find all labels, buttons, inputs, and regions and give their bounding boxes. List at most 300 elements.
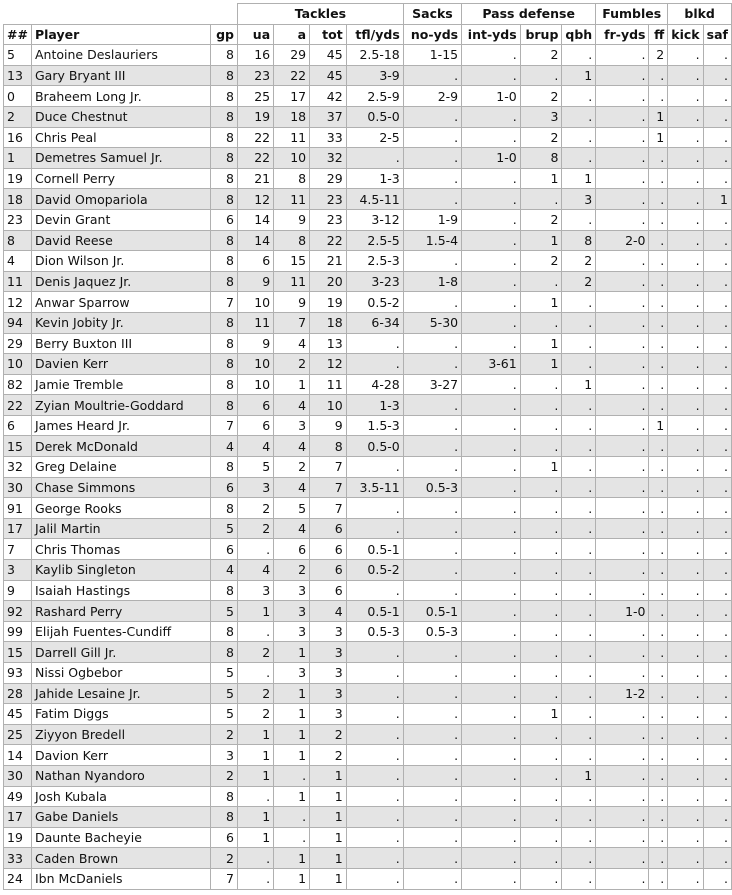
- cell-tot: 7: [310, 477, 347, 498]
- cell-int-yds: .: [462, 477, 521, 498]
- cell-no-yds: .: [403, 148, 461, 169]
- cell-qbh: .: [562, 333, 596, 354]
- cell-no-yds: .: [403, 333, 461, 354]
- cell-ff: .: [649, 704, 668, 725]
- cell-tfl-yds: .: [346, 457, 403, 478]
- cell-gp: 3: [211, 745, 238, 766]
- cell-ua: 4: [238, 436, 274, 457]
- cell-kick: .: [668, 601, 703, 622]
- cell-no-yds: .: [403, 292, 461, 313]
- cell-int-yds: .: [462, 868, 521, 889]
- cell-saf: .: [703, 580, 731, 601]
- cell-brup: .: [520, 683, 562, 704]
- cell-num: 13: [4, 65, 32, 86]
- cell-ff: 1: [649, 415, 668, 436]
- cell-ff: .: [649, 786, 668, 807]
- cell-ua: .: [238, 539, 274, 560]
- cell-saf: .: [703, 807, 731, 828]
- cell-brup: .: [520, 848, 562, 869]
- cell-num: 91: [4, 498, 32, 519]
- cell-kick: .: [668, 45, 703, 66]
- cell-no-yds: 1-15: [403, 45, 461, 66]
- cell-kick: .: [668, 642, 703, 663]
- cell-tot: 42: [310, 86, 347, 107]
- cell-tfl-yds: 2.5-9: [346, 86, 403, 107]
- cell-num: 5: [4, 45, 32, 66]
- cell-player: Jahide Lesaine Jr.: [31, 683, 210, 704]
- cell-kick: .: [668, 333, 703, 354]
- cell-a: 2: [274, 560, 310, 581]
- cell-kick: .: [668, 312, 703, 333]
- cell-no-yds: .: [403, 683, 461, 704]
- cell-a: 8: [274, 168, 310, 189]
- cell-tot: 13: [310, 333, 347, 354]
- cell-gp: 2: [211, 765, 238, 786]
- cell-num: 4: [4, 251, 32, 272]
- cell-num: 28: [4, 683, 32, 704]
- cell-tfl-yds: 6-34: [346, 312, 403, 333]
- table-row: [4, 601, 732, 622]
- cell-a: 29: [274, 45, 310, 66]
- cell-kick: .: [668, 189, 703, 210]
- table-row: [4, 333, 732, 354]
- cell-qbh: .: [562, 642, 596, 663]
- cell-tot: 6: [310, 518, 347, 539]
- cell-tot: 3: [310, 683, 347, 704]
- cell-ua: 2: [238, 642, 274, 663]
- cell-gp: 8: [211, 65, 238, 86]
- cell-saf: .: [703, 395, 731, 416]
- cell-fr-yds: .: [596, 415, 649, 436]
- cell-fr-yds: .: [596, 786, 649, 807]
- cell-tot: 6: [310, 560, 347, 581]
- cell-a: 1: [274, 374, 310, 395]
- cell-ff: .: [649, 683, 668, 704]
- cell-fr-yds: .: [596, 663, 649, 684]
- cell-player: George Rooks: [31, 498, 210, 519]
- cell-saf: .: [703, 436, 731, 457]
- cell-int-yds: .: [462, 704, 521, 725]
- cell-ff: .: [649, 374, 668, 395]
- cell-saf: .: [703, 148, 731, 169]
- cell-saf: .: [703, 86, 731, 107]
- cell-tfl-yds: 0.5-1: [346, 601, 403, 622]
- cell-tot: 29: [310, 168, 347, 189]
- cell-int-yds: .: [462, 807, 521, 828]
- cell-saf: .: [703, 168, 731, 189]
- cell-saf: .: [703, 354, 731, 375]
- cell-gp: 2: [211, 848, 238, 869]
- cell-saf: .: [703, 642, 731, 663]
- cell-brup: .: [520, 189, 562, 210]
- cell-ua: 14: [238, 209, 274, 230]
- cell-ff: .: [649, 848, 668, 869]
- cell-num: 19: [4, 827, 32, 848]
- cell-ff: .: [649, 251, 668, 272]
- cell-qbh: .: [562, 127, 596, 148]
- cell-qbh: .: [562, 354, 596, 375]
- cell-int-yds: .: [462, 827, 521, 848]
- cell-fr-yds: .: [596, 724, 649, 745]
- cell-ua: 10: [238, 354, 274, 375]
- cell-ua: 2: [238, 498, 274, 519]
- cell-a: 18: [274, 106, 310, 127]
- cell-no-yds: .: [403, 395, 461, 416]
- cell-gp: 8: [211, 807, 238, 828]
- cell-a: 22: [274, 65, 310, 86]
- cell-gp: 8: [211, 642, 238, 663]
- cell-kick: .: [668, 292, 703, 313]
- cell-kick: .: [668, 251, 703, 272]
- cell-player: Antoine Deslauriers: [31, 45, 210, 66]
- table-row: [4, 209, 732, 230]
- cell-brup: .: [520, 374, 562, 395]
- cell-tfl-yds: .: [346, 745, 403, 766]
- cell-fr-yds: .: [596, 127, 649, 148]
- cell-a: 5: [274, 498, 310, 519]
- cell-no-yds: .: [403, 745, 461, 766]
- cell-num: 33: [4, 848, 32, 869]
- cell-player: Chris Thomas: [31, 539, 210, 560]
- cell-saf: .: [703, 560, 731, 581]
- group-header-blank: [4, 4, 238, 25]
- cell-brup: 1: [520, 354, 562, 375]
- column-header-col-num: ##: [4, 24, 32, 45]
- cell-saf: .: [703, 292, 731, 313]
- cell-tot: 10: [310, 395, 347, 416]
- cell-gp: 5: [211, 663, 238, 684]
- column-header-col-tfl-yds: tfl/yds: [346, 24, 403, 45]
- cell-a: 2: [274, 354, 310, 375]
- cell-kick: .: [668, 786, 703, 807]
- cell-brup: .: [520, 807, 562, 828]
- cell-num: 17: [4, 518, 32, 539]
- cell-qbh: .: [562, 292, 596, 313]
- cell-gp: 4: [211, 436, 238, 457]
- cell-tfl-yds: .: [346, 807, 403, 828]
- cell-gp: 8: [211, 457, 238, 478]
- cell-ff: .: [649, 333, 668, 354]
- cell-tfl-yds: 2.5-3: [346, 251, 403, 272]
- cell-brup: 2: [520, 251, 562, 272]
- cell-qbh: .: [562, 807, 596, 828]
- cell-ua: 9: [238, 333, 274, 354]
- cell-fr-yds: .: [596, 374, 649, 395]
- cell-tfl-yds: .: [346, 848, 403, 869]
- cell-player: Kaylib Singleton: [31, 560, 210, 581]
- cell-tfl-yds: 4.5-11: [346, 189, 403, 210]
- cell-player: Chris Peal: [31, 127, 210, 148]
- cell-fr-yds: .: [596, 168, 649, 189]
- cell-kick: .: [668, 580, 703, 601]
- cell-kick: .: [668, 86, 703, 107]
- cell-a: 3: [274, 601, 310, 622]
- cell-ff: .: [649, 560, 668, 581]
- cell-fr-yds: .: [596, 189, 649, 210]
- cell-brup: .: [520, 477, 562, 498]
- cell-brup: 3: [520, 106, 562, 127]
- cell-brup: .: [520, 539, 562, 560]
- cell-a: 1: [274, 683, 310, 704]
- cell-int-yds: .: [462, 580, 521, 601]
- cell-a: 4: [274, 395, 310, 416]
- cell-tot: 18: [310, 312, 347, 333]
- cell-brup: .: [520, 786, 562, 807]
- table-row: [4, 354, 732, 375]
- cell-no-yds: .: [403, 827, 461, 848]
- cell-no-yds: .: [403, 106, 461, 127]
- cell-qbh: .: [562, 827, 596, 848]
- cell-player: Isaiah Hastings: [31, 580, 210, 601]
- cell-ff: .: [649, 868, 668, 889]
- cell-a: 9: [274, 292, 310, 313]
- cell-ua: 10: [238, 374, 274, 395]
- cell-no-yds: .: [403, 848, 461, 869]
- cell-brup: 2: [520, 209, 562, 230]
- cell-no-yds: .: [403, 498, 461, 519]
- cell-brup: .: [520, 601, 562, 622]
- table-row: [4, 498, 732, 519]
- cell-int-yds: .: [462, 663, 521, 684]
- cell-brup: .: [520, 621, 562, 642]
- cell-player: Duce Chestnut: [31, 106, 210, 127]
- table-row: [4, 663, 732, 684]
- cell-kick: .: [668, 868, 703, 889]
- cell-tfl-yds: 2.5-5: [346, 230, 403, 251]
- cell-kick: .: [668, 663, 703, 684]
- table-row: [4, 724, 732, 745]
- cell-brup: .: [520, 271, 562, 292]
- cell-tfl-yds: .: [346, 498, 403, 519]
- cell-saf: .: [703, 745, 731, 766]
- cell-tfl-yds: 0.5-2: [346, 560, 403, 581]
- cell-ua: 9: [238, 271, 274, 292]
- cell-gp: 8: [211, 786, 238, 807]
- cell-tfl-yds: .: [346, 642, 403, 663]
- cell-no-yds: .: [403, 642, 461, 663]
- cell-num: 1: [4, 148, 32, 169]
- table-row: [4, 827, 732, 848]
- cell-num: 6: [4, 415, 32, 436]
- cell-fr-yds: .: [596, 209, 649, 230]
- cell-int-yds: .: [462, 333, 521, 354]
- cell-tot: 3: [310, 663, 347, 684]
- cell-ua: 5: [238, 457, 274, 478]
- cell-a: 7: [274, 312, 310, 333]
- cell-player: Kevin Jobity Jr.: [31, 312, 210, 333]
- cell-brup: .: [520, 765, 562, 786]
- cell-kick: .: [668, 539, 703, 560]
- cell-qbh: .: [562, 704, 596, 725]
- cell-a: 1: [274, 724, 310, 745]
- cell-brup: .: [520, 868, 562, 889]
- cell-tot: 1: [310, 786, 347, 807]
- cell-int-yds: .: [462, 127, 521, 148]
- cell-brup: 8: [520, 148, 562, 169]
- cell-int-yds: .: [462, 209, 521, 230]
- table-row: [4, 65, 732, 86]
- cell-qbh: .: [562, 621, 596, 642]
- cell-tot: 3: [310, 621, 347, 642]
- cell-player: Greg Delaine: [31, 457, 210, 478]
- cell-ua: 11: [238, 312, 274, 333]
- cell-ua: 2: [238, 683, 274, 704]
- cell-tot: 32: [310, 148, 347, 169]
- cell-int-yds: .: [462, 415, 521, 436]
- cell-player: Gabe Daniels: [31, 807, 210, 828]
- cell-saf: .: [703, 724, 731, 745]
- cell-tot: 45: [310, 65, 347, 86]
- cell-fr-yds: .: [596, 395, 649, 416]
- cell-tot: 1: [310, 807, 347, 828]
- cell-qbh: 2: [562, 251, 596, 272]
- cell-qbh: .: [562, 209, 596, 230]
- cell-tfl-yds: 0.5-0: [346, 436, 403, 457]
- cell-brup: .: [520, 415, 562, 436]
- cell-brup: .: [520, 436, 562, 457]
- cell-ua: 3: [238, 580, 274, 601]
- cell-player: Nathan Nyandoro: [31, 765, 210, 786]
- cell-player: Rashard Perry: [31, 601, 210, 622]
- cell-ua: 23: [238, 65, 274, 86]
- cell-qbh: .: [562, 601, 596, 622]
- cell-num: 14: [4, 745, 32, 766]
- cell-tot: 8: [310, 436, 347, 457]
- cell-ff: .: [649, 724, 668, 745]
- cell-num: 24: [4, 868, 32, 889]
- cell-fr-yds: .: [596, 827, 649, 848]
- table-row: [4, 477, 732, 498]
- cell-fr-yds: .: [596, 539, 649, 560]
- cell-kick: .: [668, 65, 703, 86]
- cell-no-yds: 1-9: [403, 209, 461, 230]
- table-row: [4, 127, 732, 148]
- cell-ff: .: [649, 498, 668, 519]
- cell-ff: .: [649, 65, 668, 86]
- cell-fr-yds: .: [596, 807, 649, 828]
- column-header-col-int-yds: int-yds: [462, 24, 521, 45]
- cell-brup: .: [520, 518, 562, 539]
- cell-kick: .: [668, 724, 703, 745]
- cell-int-yds: .: [462, 539, 521, 560]
- table-row: [4, 436, 732, 457]
- cell-int-yds: .: [462, 45, 521, 66]
- table-row: [4, 374, 732, 395]
- cell-ua: .: [238, 868, 274, 889]
- cell-saf: .: [703, 230, 731, 251]
- cell-qbh: .: [562, 45, 596, 66]
- cell-qbh: .: [562, 683, 596, 704]
- cell-tot: 20: [310, 271, 347, 292]
- cell-kick: .: [668, 436, 703, 457]
- cell-player: David Omopariola: [31, 189, 210, 210]
- cell-a: 4: [274, 333, 310, 354]
- cell-tot: 2: [310, 745, 347, 766]
- cell-ua: .: [238, 786, 274, 807]
- cell-brup: .: [520, 560, 562, 581]
- cell-saf: .: [703, 539, 731, 560]
- column-header-col-saf: saf: [703, 24, 731, 45]
- cell-ff: .: [649, 148, 668, 169]
- cell-brup: .: [520, 724, 562, 745]
- cell-no-yds: .: [403, 354, 461, 375]
- cell-gp: 5: [211, 704, 238, 725]
- cell-ua: 3: [238, 477, 274, 498]
- cell-tfl-yds: 2-5: [346, 127, 403, 148]
- cell-tfl-yds: .: [346, 704, 403, 725]
- cell-ff: .: [649, 292, 668, 313]
- cell-int-yds: .: [462, 642, 521, 663]
- cell-ff: .: [649, 765, 668, 786]
- cell-ff: 1: [649, 127, 668, 148]
- cell-ff: .: [649, 271, 668, 292]
- cell-ua: 4: [238, 560, 274, 581]
- cell-no-yds: .: [403, 65, 461, 86]
- cell-brup: 1: [520, 230, 562, 251]
- cell-kick: .: [668, 415, 703, 436]
- cell-tot: 4: [310, 601, 347, 622]
- cell-a: 3: [274, 663, 310, 684]
- cell-fr-yds: .: [596, 868, 649, 889]
- cell-num: 32: [4, 457, 32, 478]
- cell-kick: .: [668, 477, 703, 498]
- cell-ff: .: [649, 807, 668, 828]
- cell-num: 22: [4, 395, 32, 416]
- cell-fr-yds: .: [596, 333, 649, 354]
- cell-player: Devin Grant: [31, 209, 210, 230]
- cell-brup: 1: [520, 704, 562, 725]
- cell-player: Jamie Tremble: [31, 374, 210, 395]
- cell-ff: .: [649, 457, 668, 478]
- cell-kick: .: [668, 765, 703, 786]
- cell-player: Demetres Samuel Jr.: [31, 148, 210, 169]
- cell-a: 9: [274, 209, 310, 230]
- group-header-pass-defense: Pass defense: [462, 4, 596, 25]
- cell-no-yds: .: [403, 663, 461, 684]
- cell-saf: .: [703, 827, 731, 848]
- cell-int-yds: .: [462, 168, 521, 189]
- cell-ff: 2: [649, 45, 668, 66]
- cell-tot: 19: [310, 292, 347, 313]
- table-row: [4, 868, 732, 889]
- cell-brup: .: [520, 827, 562, 848]
- cell-no-yds: 0.5-3: [403, 621, 461, 642]
- cell-tot: 45: [310, 45, 347, 66]
- cell-qbh: .: [562, 580, 596, 601]
- cell-fr-yds: 1-0: [596, 601, 649, 622]
- cell-no-yds: .: [403, 539, 461, 560]
- column-header-row: [4, 24, 732, 45]
- cell-a: 11: [274, 271, 310, 292]
- cell-a: 2: [274, 457, 310, 478]
- cell-no-yds: 1.5-4: [403, 230, 461, 251]
- cell-saf: .: [703, 209, 731, 230]
- cell-qbh: .: [562, 395, 596, 416]
- cell-a: .: [274, 807, 310, 828]
- cell-int-yds: .: [462, 498, 521, 519]
- cell-ua: 1: [238, 807, 274, 828]
- cell-ua: 2: [238, 704, 274, 725]
- cell-tfl-yds: .: [346, 827, 403, 848]
- cell-no-yds: .: [403, 704, 461, 725]
- table-row: [4, 518, 732, 539]
- cell-int-yds: .: [462, 765, 521, 786]
- cell-ua: 1: [238, 601, 274, 622]
- cell-tot: 23: [310, 189, 347, 210]
- cell-ff: .: [649, 168, 668, 189]
- cell-ff: .: [649, 230, 668, 251]
- cell-a: 4: [274, 436, 310, 457]
